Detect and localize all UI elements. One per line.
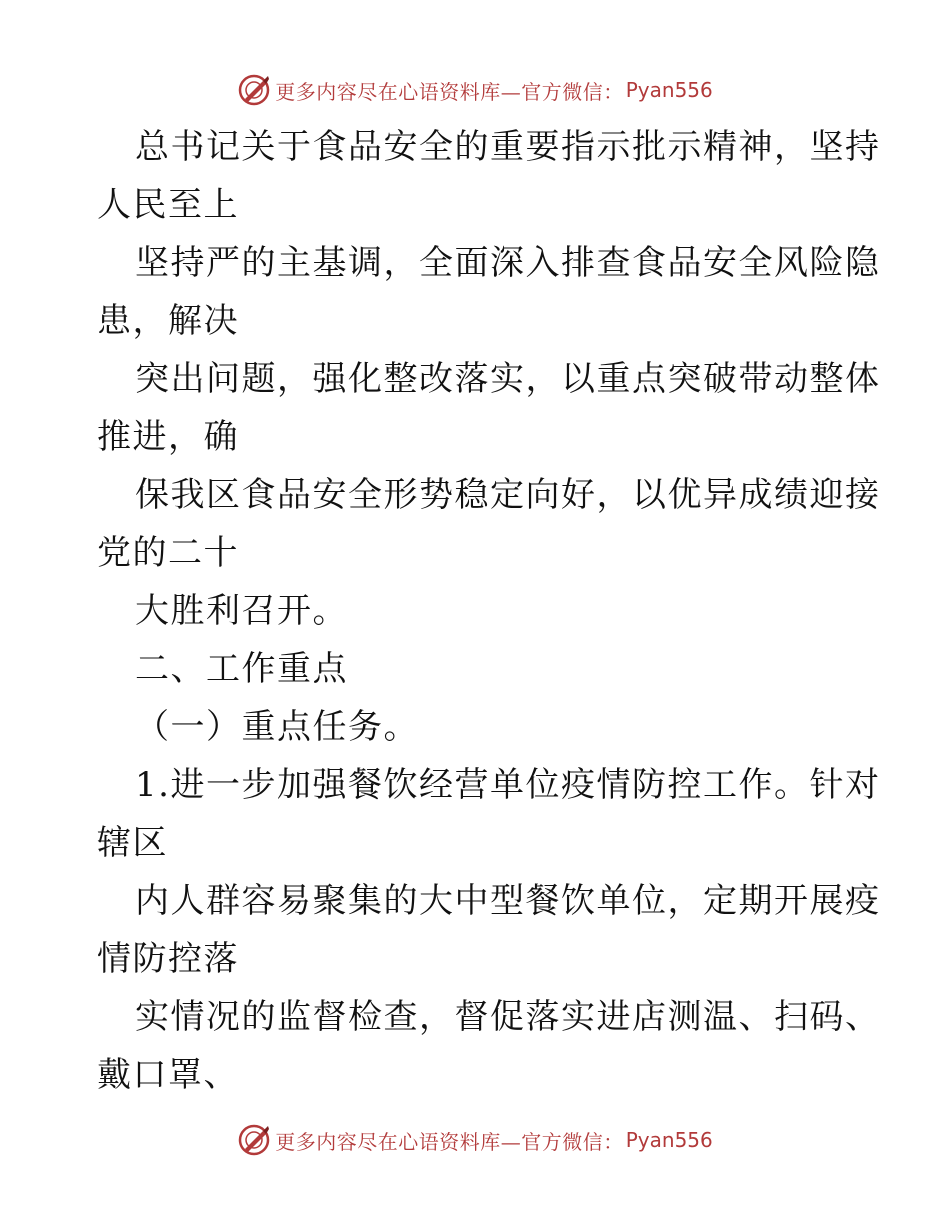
text-line: 内人群容易聚集的大中型餐饮单位，定期开展疫 bbox=[135, 881, 881, 921]
watermark-text: 更多内容尽在心语资料库—官方微信： bbox=[275, 1129, 624, 1154]
text-line: 坚持严的主基调，全面深入排查食品安全风险隐 bbox=[135, 243, 881, 283]
watermark-text: 更多内容尽在心语资料库—官方微信： bbox=[275, 79, 624, 104]
text-line: 实情况的监督检查，督促落实进店测温、扫码、 bbox=[135, 997, 881, 1037]
text-line: 保我区食品安全形势稳定向好，以优异成绩迎接 bbox=[135, 475, 881, 515]
text-line: 人民至上 bbox=[97, 185, 239, 225]
text-line: （一）重点任务。 bbox=[135, 707, 419, 747]
text-line: 情防控落 bbox=[97, 939, 239, 979]
text-line: 推进，确 bbox=[97, 417, 239, 457]
watermark-header bbox=[0, 70, 950, 110]
pen-logo-icon bbox=[237, 73, 271, 107]
text-line: 戴口罩、 bbox=[97, 1055, 239, 1095]
text-line: 总书记关于食品安全的重要指示批示精神，坚持 bbox=[135, 127, 881, 167]
text-line: 辖区 bbox=[97, 823, 168, 863]
text-line: 党的二十 bbox=[97, 533, 239, 573]
text-line: 突出问题，强化整改落实，以重点突破带动整体 bbox=[135, 359, 881, 399]
watermark-footer bbox=[0, 1120, 950, 1160]
text-line: 大胜利召开。 bbox=[135, 591, 348, 631]
watermark-id: Pyan556 bbox=[625, 78, 713, 102]
document-body bbox=[97, 118, 881, 1104]
pen-logo-icon bbox=[237, 1123, 271, 1157]
text-line: 二、工作重点 bbox=[135, 649, 348, 689]
text-line: 患，解决 bbox=[97, 301, 239, 341]
watermark-id: Pyan556 bbox=[625, 1128, 713, 1152]
text-line: 1.进一步加强餐饮经营单位疫情防控工作。针对 bbox=[135, 765, 881, 805]
